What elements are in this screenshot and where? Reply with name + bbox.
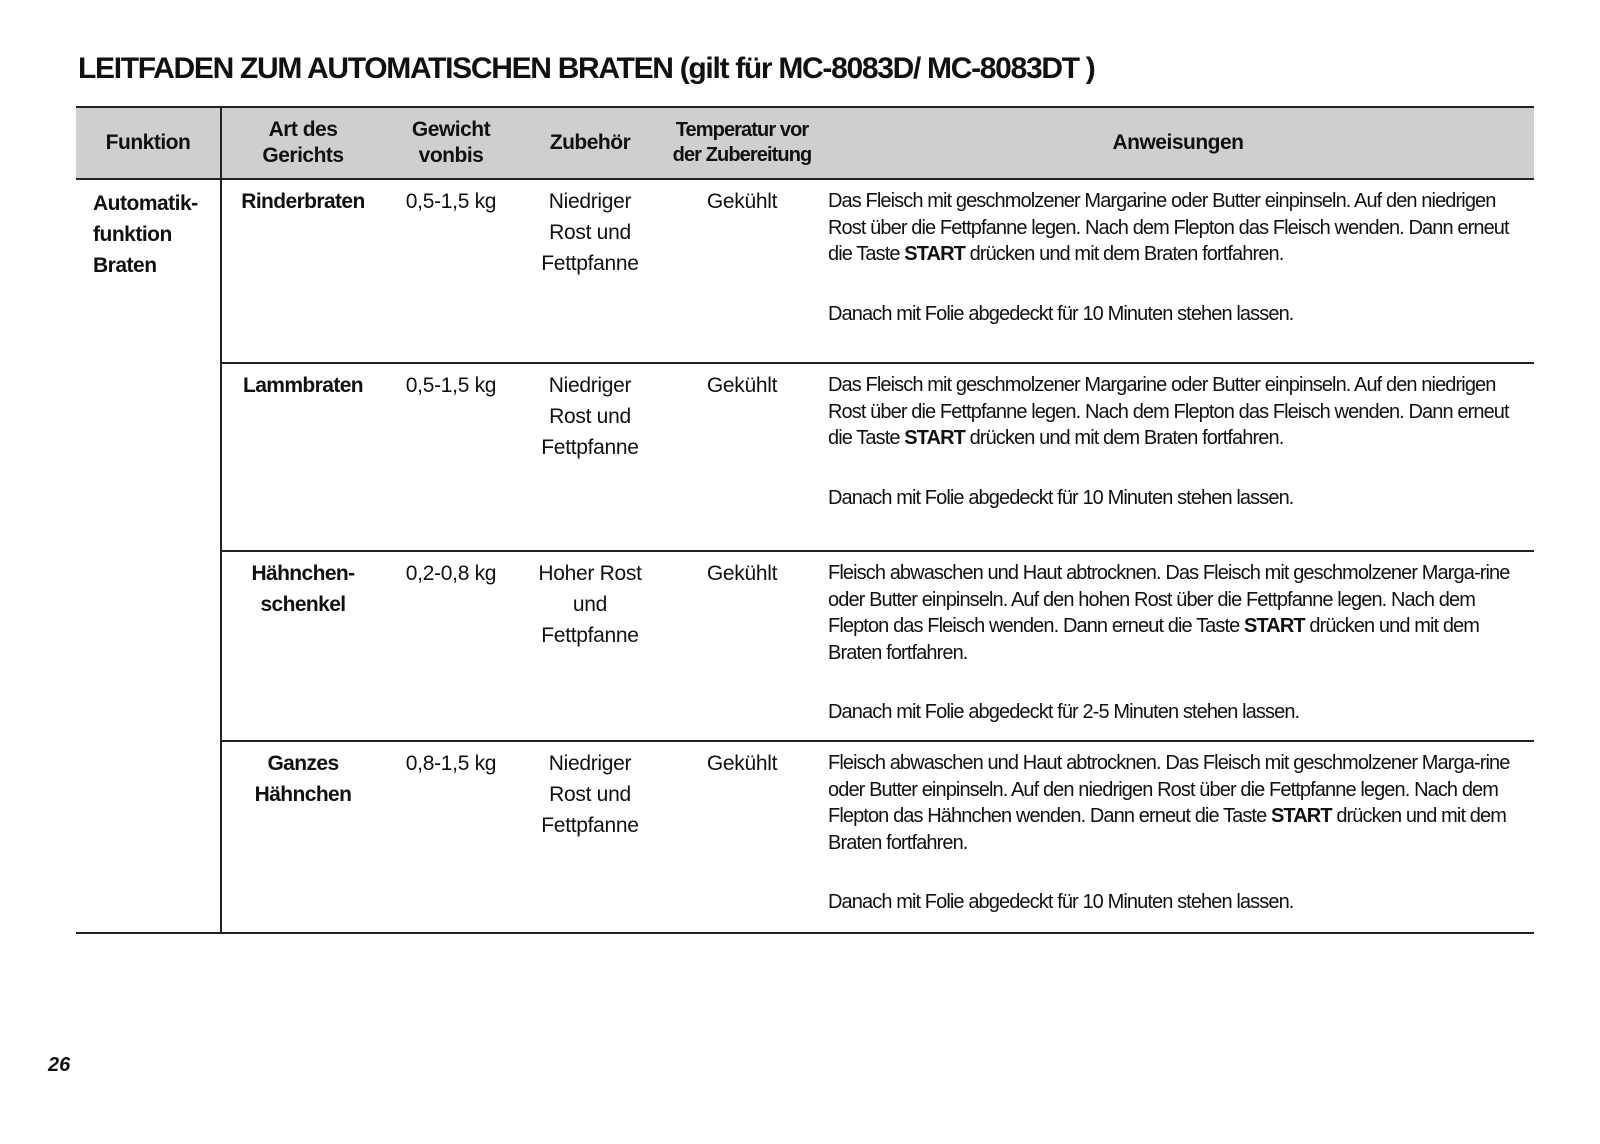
header-gewicht-line1: Gewicht [411,118,491,141]
header-zubehoer [518,107,662,179]
header-gewicht [384,107,518,179]
dish-cell [221,179,384,363]
funktion-line1: Automatik- [93,192,198,215]
accessory-cell [518,741,662,933]
header-zubehoer-label: Zubehör [549,131,631,154]
instruction-text-part: drücken und mit dem Braten fortfahren. [964,243,1284,265]
accessory-line2: Rost und [549,405,631,428]
accessory-line1: Niedriger [548,752,632,775]
page-number: 26 [48,1054,71,1076]
standing-time-note: Danach mit Folie abgedeckt für 10 Minuten stehen lassen. [828,486,1294,509]
weight-cell: 0,5-1,5 kg [384,179,518,363]
accessory-line1: Hoher Rost [538,562,642,585]
page-title: LEITFADEN ZUM AUTOMATISCHEN BRATEN (gilt für MC-8083D/ MC-8083DT ) [78,52,1095,85]
header-funktion-label: Funktion [105,131,191,154]
header-temperatur [662,107,822,179]
start-key-label: START [1244,615,1305,637]
header-gewicht-line2: vonbis [418,144,484,167]
accessory-cell [518,179,662,363]
instruction-text-part: drücken und mit dem Braten fortfahren. [828,615,1480,664]
header-art-des-gerichts [221,107,384,179]
accessory-line2: Rost und [549,221,631,244]
instructions-cell [822,741,1534,933]
header-funktion [76,107,221,179]
table-header-row [76,107,1534,179]
dish-name-line1: Ganzes [267,752,339,775]
temperature-cell: Gekühlt [662,363,822,551]
instruction-text-part: drücken und mit dem Braten fortfahren. [828,805,1506,854]
header-anweisungen-label: Anweisungen [1112,131,1244,154]
dish-name-line1: Rinderbraten [241,190,365,213]
header-art-line1: Art des [268,118,338,141]
header-art-line2: Gerichts [262,144,344,167]
accessory-line2: Rost und [549,783,631,806]
instruction-text-part: drücken und mit dem Braten fortfahren. [964,427,1284,449]
header-anweisungen [822,107,1534,179]
dish-name-line2: schenkel [260,593,346,616]
instruction-text-part: Das Fleisch mit geschmolzener Margarine oder Butter einpinseln. Auf den niedrigen Rost über die Fettpfanne legen. Nach dem Flepton das Fleisch wenden. Dann erneut die Taste [828,374,1509,449]
dish-name-line2: Hähnchen [254,783,352,806]
start-key-label: START [1270,805,1332,827]
instruction-text [828,188,1528,268]
accessory-line3: Fettpfanne [541,436,639,459]
instruction-text-part: Fleisch abwaschen und Haut abtrocknen. Das Fleisch mit geschmolzener Marga-rine oder Butter einpinseln. Auf den niedrigen Rost über die Fettpfanne legen. Nach dem Flepton das Hähnchen wenden. Dann erneut die Taste [828,752,1510,827]
accessory-cell [518,551,662,741]
standing-time-note: Danach mit Folie abgedeckt für 10 Minuten stehen lassen. [828,302,1294,325]
weight-cell: 0,2-0,8 kg [384,551,518,741]
header-temp-line2: der Zubereitung [672,144,812,166]
start-key-label: START [904,427,965,449]
dish-cell [221,741,384,933]
temperature-cell: Gekühlt [662,741,822,933]
accessory-line3: Fettpfanne [541,624,639,647]
temperature-cell: Gekühlt [662,551,822,741]
dish-name-line1: Lammbraten [242,374,364,397]
instructions-cell [822,551,1534,741]
weight-cell: 0,8-1,5 kg [384,741,518,933]
dish-cell [221,363,384,551]
instructions-cell [822,363,1534,551]
table-row [76,741,1534,933]
dish-cell [221,551,384,741]
instruction-text [828,372,1528,452]
funktion-line2: funktion [93,223,172,246]
instructions-cell [822,179,1534,363]
standing-time-note: Danach mit Folie abgedeckt für 2-5 Minuten stehen lassen. [828,701,1300,723]
dish-name-line1: Hähnchen- [251,562,355,585]
start-key-label: START [904,243,965,265]
table-row [76,179,1534,363]
accessory-line1: Niedriger [548,374,632,397]
funktion-line3: Braten [93,254,157,277]
accessory-cell [518,363,662,551]
table-row [76,551,1534,741]
header-temp-line1: Temperatur vor [675,119,809,141]
weight-cell: 0,5-1,5 kg [384,363,518,551]
instruction-text [828,750,1528,856]
table-row [76,363,1534,551]
funktion-cell [76,179,221,933]
accessory-line3: Fettpfanne [541,814,639,837]
instruction-text-part: Das Fleisch mit geschmolzener Margarine oder Butter einpinseln. Auf den niedrigen Rost über die Fettpfanne legen. Nach dem Flepton das Fleisch wenden. Dann erneut die Taste [828,190,1509,265]
accessory-line2: und [572,593,608,616]
accessory-line3: Fettpfanne [541,252,639,275]
instruction-text [828,560,1528,666]
roasting-guide-table [76,106,1534,934]
accessory-line1: Niedriger [548,190,632,213]
standing-time-note: Danach mit Folie abgedeckt für 10 Minuten stehen lassen. [828,891,1294,913]
temperature-cell: Gekühlt [662,179,822,363]
instruction-text-part: Fleisch abwaschen und Haut abtrocknen. Das Fleisch mit geschmolzener Marga-rine oder Butter einpinseln. Auf den hohen Rost über die Fettpfanne legen. Nach dem Flepton das Fleisch wenden. Dann erneut die Taste [828,562,1510,637]
